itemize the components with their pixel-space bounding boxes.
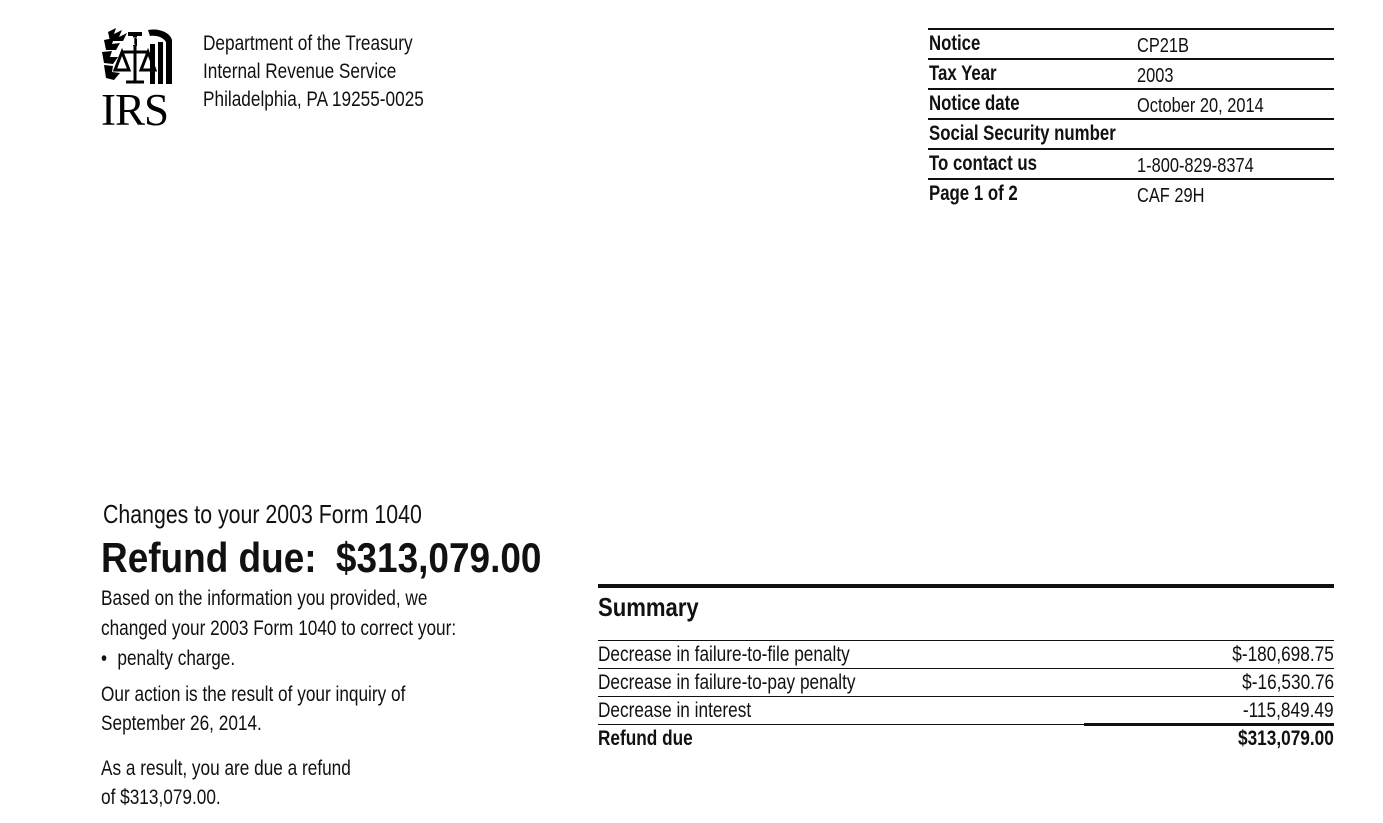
agency-service: Internal Revenue Service bbox=[203, 60, 397, 83]
summary-row bbox=[598, 640, 1334, 668]
bullet-penalty-charge bbox=[101, 644, 235, 674]
svg-text:IV: IV bbox=[131, 34, 145, 48]
summary-section bbox=[598, 584, 1334, 752]
notice-label: Notice bbox=[929, 32, 981, 55]
contact-label: To contact us bbox=[929, 152, 1037, 175]
refund-amount: $313,079.00 bbox=[335, 534, 542, 581]
summary-row-value: $-16,530.76 bbox=[1242, 671, 1334, 694]
agency-address bbox=[203, 30, 424, 114]
summary-top-rule bbox=[598, 584, 1334, 588]
notice-date-value: October 20, 2014 bbox=[1137, 95, 1264, 117]
notice-date-row bbox=[928, 88, 1334, 118]
agency-city: Philadelphia, PA 19255-0025 bbox=[203, 88, 424, 111]
notice-date-label: Notice date bbox=[929, 92, 1020, 115]
contact-row bbox=[928, 148, 1334, 178]
notice-info-table bbox=[928, 28, 1334, 208]
summary-row-label: Decrease in failure-to-file penalty bbox=[598, 643, 850, 666]
paragraph-line: Based on the information you provided, we bbox=[101, 587, 428, 610]
refund-label: Refund due: bbox=[101, 534, 317, 581]
irs-eagle-scales-icon bbox=[100, 26, 176, 88]
summary-total-row bbox=[598, 724, 1334, 752]
summary-total-value: $313,079.00 bbox=[1238, 727, 1334, 750]
tax-year-row bbox=[928, 58, 1334, 88]
paragraph-line: September 26, 2014. bbox=[101, 712, 262, 735]
agency-department: Department of the Treasury bbox=[203, 32, 413, 55]
ssn-row bbox=[928, 118, 1334, 148]
paragraph-line: As a result, you are due a refund bbox=[101, 757, 351, 780]
summary-row bbox=[598, 668, 1334, 696]
summary-total-label: Refund due bbox=[598, 727, 693, 750]
contact-phone: 1-800-829-8374 bbox=[1137, 155, 1254, 177]
summary-title: Summary bbox=[598, 592, 699, 622]
bullet-text: penalty charge. bbox=[117, 647, 236, 670]
summary-row-label: Decrease in interest bbox=[598, 699, 752, 722]
paragraph-line: of $313,079.00. bbox=[101, 786, 221, 809]
refund-headline bbox=[101, 533, 541, 583]
page-row bbox=[928, 178, 1334, 208]
summary-row-label: Decrease in failure-to-pay penalty bbox=[598, 671, 856, 694]
notice-row bbox=[928, 28, 1334, 58]
caf-value: CAF 29H bbox=[1137, 185, 1205, 207]
paragraph-line: Our action is the result of your inquiry of bbox=[101, 683, 406, 706]
summary-row bbox=[598, 696, 1334, 724]
summary-row-value: -115,849.49 bbox=[1243, 699, 1334, 722]
notice-value: CP21B bbox=[1137, 35, 1189, 57]
summary-row-value: $-180,698.75 bbox=[1232, 643, 1334, 666]
page-number-label: Page 1 of 2 bbox=[929, 182, 1018, 205]
irs-logo-text: IRS bbox=[101, 85, 169, 135]
ssn-label: Social Security number bbox=[929, 122, 1116, 145]
paragraph-line: changed your 2003 Form 1040 to correct your: bbox=[101, 617, 457, 640]
tax-year-label: Tax Year bbox=[929, 62, 997, 85]
changes-title: Changes to your 2003 Form 1040 bbox=[103, 499, 422, 529]
tax-year-value: 2003 bbox=[1137, 65, 1174, 87]
